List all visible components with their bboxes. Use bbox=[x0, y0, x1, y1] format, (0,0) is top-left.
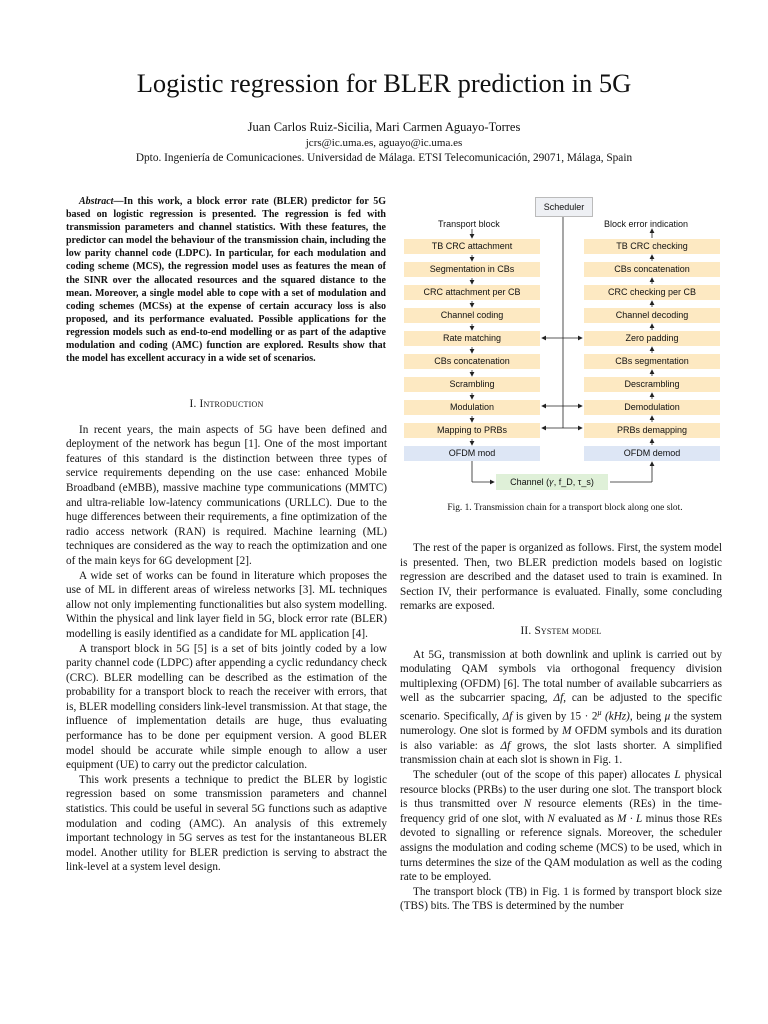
rx-block: PRBs demapping bbox=[584, 423, 720, 438]
scheduler-box: Scheduler bbox=[535, 197, 593, 217]
rx-block: Channel decoding bbox=[584, 308, 720, 323]
block-error-indication-label: Block error indication bbox=[604, 219, 689, 229]
paragraph: In recent years, the main aspects of 5G have been defined and deployment of the network has begun [1]. One of the most important features of this standard is the distinction between three types of service requirements depending on the use case: enhanced Mobile Broadband (eMBB), massive machine type communications (MMTC) and ultra-reliable low-latency communications (URLLC). Due to the huge differences between their requirements, a fine optimization of the radio access network (RAN) is required. Machine learning (ML) techniques are considered as the way to reach the optimization and one of the main keys for 6G development [2]. bbox=[66, 423, 387, 567]
paper-title: Logistic regression for BLER prediction in 5G bbox=[136, 68, 632, 98]
rx-block: CBs concatenation bbox=[584, 262, 720, 277]
tx-block: Modulation bbox=[404, 400, 540, 415]
right-column bbox=[400, 541, 722, 914]
tx-block-ofdm: OFDM mod bbox=[404, 446, 540, 461]
tx-block: TB CRC attachment bbox=[404, 239, 540, 254]
paragraph: This work presents a technique to predict the BLER by logistic regression based on some transmission parameters and channel statistics. This could be useful in several 5G functions such as adaptive modulation and coding (AMC). An analysis of this extremely important technology in 5G serves as test for the instantaneous BLER model. Another utility for BLER prediction is serving to abstract the link-level at a system level design. bbox=[66, 773, 387, 874]
paragraph: At 5G, transmission at both downlink and uplink is carried out by modulating QAM symbols via orthogonal frequency division multiplexing (OFDM) [6]. The total number of available subcarriers as well as the subcarrier spacing, Δf, can be adjusted to the specific scenario. Specifically, Δf is given by $15 \cdot 2^\mu$ (kHz), being μ the system numerology. One slot is formed by M OFDM symbols and its duration is also variable: as Δf grows, the slot lasts shorter. A simplified transmission chain at each slot is shown in Fig. 1. bbox=[400, 648, 722, 767]
tx-block: Mapping to PRBs bbox=[404, 423, 540, 438]
tx-block: Channel coding bbox=[404, 308, 540, 323]
tx-block: Rate matching bbox=[404, 331, 540, 346]
section-heading-system-model: II. System model bbox=[520, 624, 602, 637]
authors: Juan Carlos Ruiz-Sicilia, Mari Carmen Aguayo-Torres bbox=[247, 120, 521, 134]
transport-block-label: Transport block bbox=[438, 219, 500, 229]
abstract bbox=[66, 195, 386, 365]
rx-block: CRC checking per CB bbox=[584, 285, 720, 300]
paragraph: The scheduler (out of the scope of this paper) allocates L physical resource blocks (PRBs) to the user during one slot. The transport block is thus transmitted over N resource elements (REs) in the time-frequency grid of one slot, with N evaluated as M · L minus those REs devoted to signalling or reference signals. Moreover, the scheduler assigns the modulation and coding scheme (MCS) to be used, which in turns determines the size of the QAM modulation as well as the coding rate to be employed. bbox=[400, 769, 723, 884]
rx-block: Demodulation bbox=[584, 400, 720, 415]
abstract-label: Abstract bbox=[79, 196, 114, 207]
paragraph: The transport block (TB) in Fig. 1 is formed by transport block size (TBS) bits. The TBS is determined by the number bbox=[400, 885, 722, 913]
tx-block: Segmentation in CBs bbox=[404, 262, 540, 277]
tx-block: CRC attachment per CB bbox=[404, 285, 540, 300]
figure-transmission-chain bbox=[400, 195, 730, 495]
author-emails: jcrs@ic.uma.es, aguayo@ic.uma.es bbox=[305, 137, 463, 149]
figure-caption: Fig. 1. Transmission chain for a transport block along one slot. bbox=[447, 503, 683, 513]
rx-block: Descrambling bbox=[584, 377, 720, 392]
tx-block: Scrambling bbox=[404, 377, 540, 392]
affiliation: Dpto. Ingeniería de Comunicaciones. Universidad de Málaga. ETSI Telecomunicación, 29071, Málaga, Spain bbox=[135, 152, 633, 164]
left-column bbox=[66, 397, 387, 875]
paragraph: The rest of the paper is organized as follows. First, the system model is presented. Then, two BLER prediction models based on logistic regression are described and the dataset used to train is examined. In Section IV, their performance is evaluated. Finally, some concluding remarks are exposed. bbox=[400, 542, 722, 613]
rx-block: CBs segmentation bbox=[584, 354, 720, 369]
rx-block-ofdm: OFDM demod bbox=[584, 446, 720, 461]
abstract-text: —In this work, a block error rate (BLER) predictor for 5G based on logistic regression is presented. The regression is fed with transmission parameters and channel statistics. With these features, the predictor can model the behaviour of the transmission chain, including the low parity channel code (LDPC). In particular, for each modulation and coding scheme (MCS), the regression model uses as features the mean of the SINR over the allocated resources and the squared distance to the mean. Moreover, a single model able to cope with a set of modulation and coding schemes (MCSs) at the expense of certain accuracy loss is also proposed, and its performance evaluated. Possible applications for the regression models such as end-to-end modelling or as part of the adaptive modulation and coding (AMC) function are explored. Results show that the model has excellent accuracy in a wide set of scenarios. bbox=[66, 196, 386, 365]
paragraph: A wide set of works can be found in literature which proposes the use of ML in different areas of wireless networks [3]. ML techniques allow not only implementing functionalities but also system modelling. Within the physical and link layer field in 5G, block error rate (BLER) modelling is easily identified as a candidate for ML application [4]. bbox=[66, 569, 387, 640]
section-heading-introduction: I. Introduction bbox=[189, 398, 264, 410]
tx-block: CBs concatenation bbox=[404, 354, 540, 369]
rx-block: TB CRC checking bbox=[584, 239, 720, 254]
paragraph: A transport block in 5G [5] is a set of bits jointly coded by a low parity channel code (LDPC) after appending a cyclic redundancy check (CRC). BLER modelling can be described as the estimation of the probability for a transport block to reach the receiver with errors, that is, BLER modelling considers link-level transmission. At that stage, the influence of implementation details are huge, thus evaluating performance has to be done per equipment version. A good BLER model should be accurate while simple enough to allow a user equipment (UE) to carry out the predictor calculation. bbox=[66, 642, 387, 772]
rx-block: Zero padding bbox=[584, 331, 720, 346]
channel-box: Channel (𝛾, f_D, τ_s) bbox=[496, 474, 608, 490]
